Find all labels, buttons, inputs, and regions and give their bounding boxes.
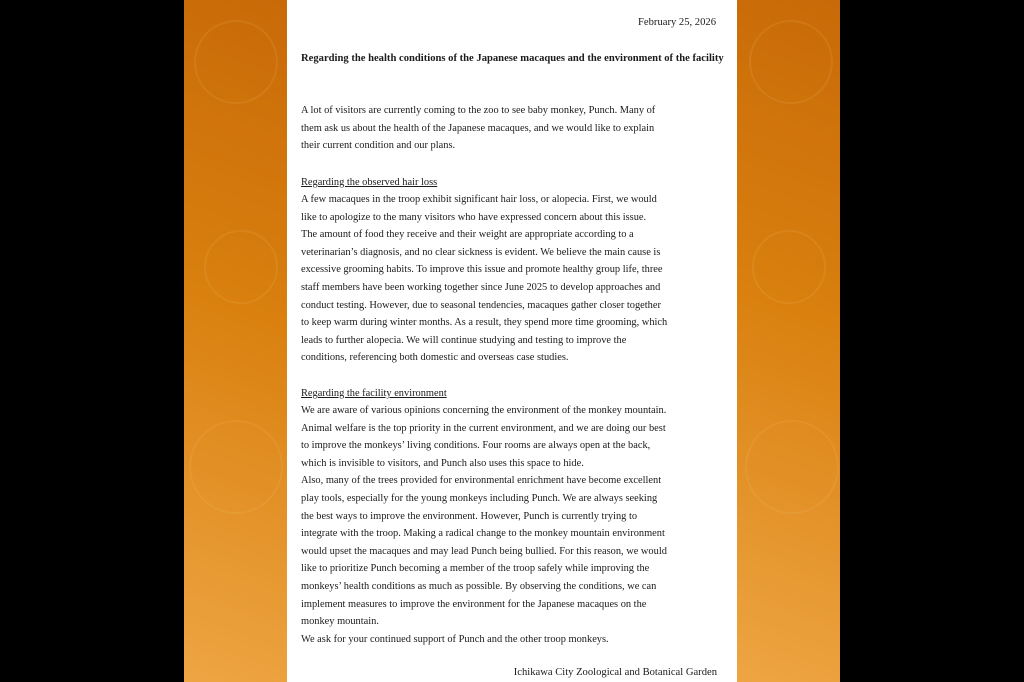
body-line: veterinarian’s diagnosis, and no clear sickness is evident. We believe the main cause is	[301, 246, 661, 258]
body-line: to improve the monkeys’ living conditions. Four rooms are always open at the back,	[301, 440, 651, 452]
body-line: We ask for your continued support of Punch and the other troop monkeys.	[301, 633, 609, 645]
hair-loss-paragraph	[301, 191, 729, 367]
body-line: A few macaques in the troop exhibit significant hair loss, or alopecia. First, we would	[301, 194, 657, 205]
intro-line: them ask us about the health of the Japanese macaques, and we would like to explain	[301, 122, 655, 134]
signature: Ichikawa City Zoological and Botanical Garden	[513, 667, 717, 678]
decorative-ring	[749, 20, 833, 104]
decorative-ring	[745, 420, 839, 514]
body-line: Animal welfare is the top priority in the current environment, and we are doing our best	[301, 422, 666, 434]
document-date: February 25, 2026	[638, 17, 716, 28]
body-line: like to prioritize Punch becoming a member of the troop safely while improving the	[301, 563, 650, 575]
decorative-ring	[752, 230, 826, 304]
right-orange-border	[737, 0, 840, 682]
body-line: which is invisible to visitors, and Punch also uses this space to hide.	[301, 457, 584, 469]
decorative-ring	[189, 420, 283, 514]
body-line: integrate with the troop. Making a radical change to the monkey mountain environment	[301, 528, 665, 540]
body-line: implement measures to improve the environment for the Japanese macaques on the	[301, 598, 647, 610]
body-line: excessive grooming habits. To improve this issue and promote healthy group life, three	[301, 264, 663, 276]
body-line: conditions, referencing both domestic and overseas case studies.	[301, 352, 569, 364]
body-line: staff members have been working together since June 2025 to develop approaches and	[301, 281, 661, 293]
body-line: monkey mountain.	[301, 616, 379, 628]
decorative-ring	[204, 230, 278, 304]
body-line: conduct testing. However, due to seasonal tendencies, macaques gather closer together	[301, 299, 661, 311]
intro-line: A lot of visitors are currently coming to the zoo to see baby monkey, Punch. Many of	[301, 105, 656, 116]
body-line: would upset the macaques and may lead Punch being bullied. For this reason, we would	[301, 545, 667, 557]
body-line: like to apologize to the many visitors who have expressed concern about this issue.	[301, 211, 647, 223]
document-title: Regarding the health conditions of the Japanese macaques and the environment of the facility	[301, 53, 724, 64]
notice-document	[287, 0, 737, 682]
intro-paragraph	[301, 102, 729, 155]
section-heading-hair-loss: Regarding the observed hair loss	[301, 177, 438, 188]
body-line: the best ways to improve the environment. However, Punch is currently trying to	[301, 510, 638, 522]
body-line: We are aware of various opinions concerning the environment of the monkey mountain.	[301, 405, 667, 416]
body-line: The amount of food they receive and their weight are appropriate according to a	[301, 229, 634, 241]
body-line: Also, many of the trees provided for environmental enrichment have become excellent	[301, 475, 662, 487]
left-orange-border	[184, 0, 287, 682]
body-line: leads to further alopecia. We will continue studying and testing to improve the	[301, 334, 627, 346]
intro-line: their current condition and our plans.	[301, 140, 456, 152]
body-line: to keep warm during winter months. As a result, they spend more time grooming, which	[301, 317, 668, 329]
body-line: play tools, especially for the young monkeys including Punch. We are always seeking	[301, 492, 658, 504]
decorative-ring	[194, 20, 278, 104]
section-heading-facility: Regarding the facility environment	[301, 388, 447, 399]
facility-paragraph	[301, 402, 729, 648]
body-line: monkeys’ health conditions as much as possible. By observing the conditions, we can	[301, 580, 657, 592]
